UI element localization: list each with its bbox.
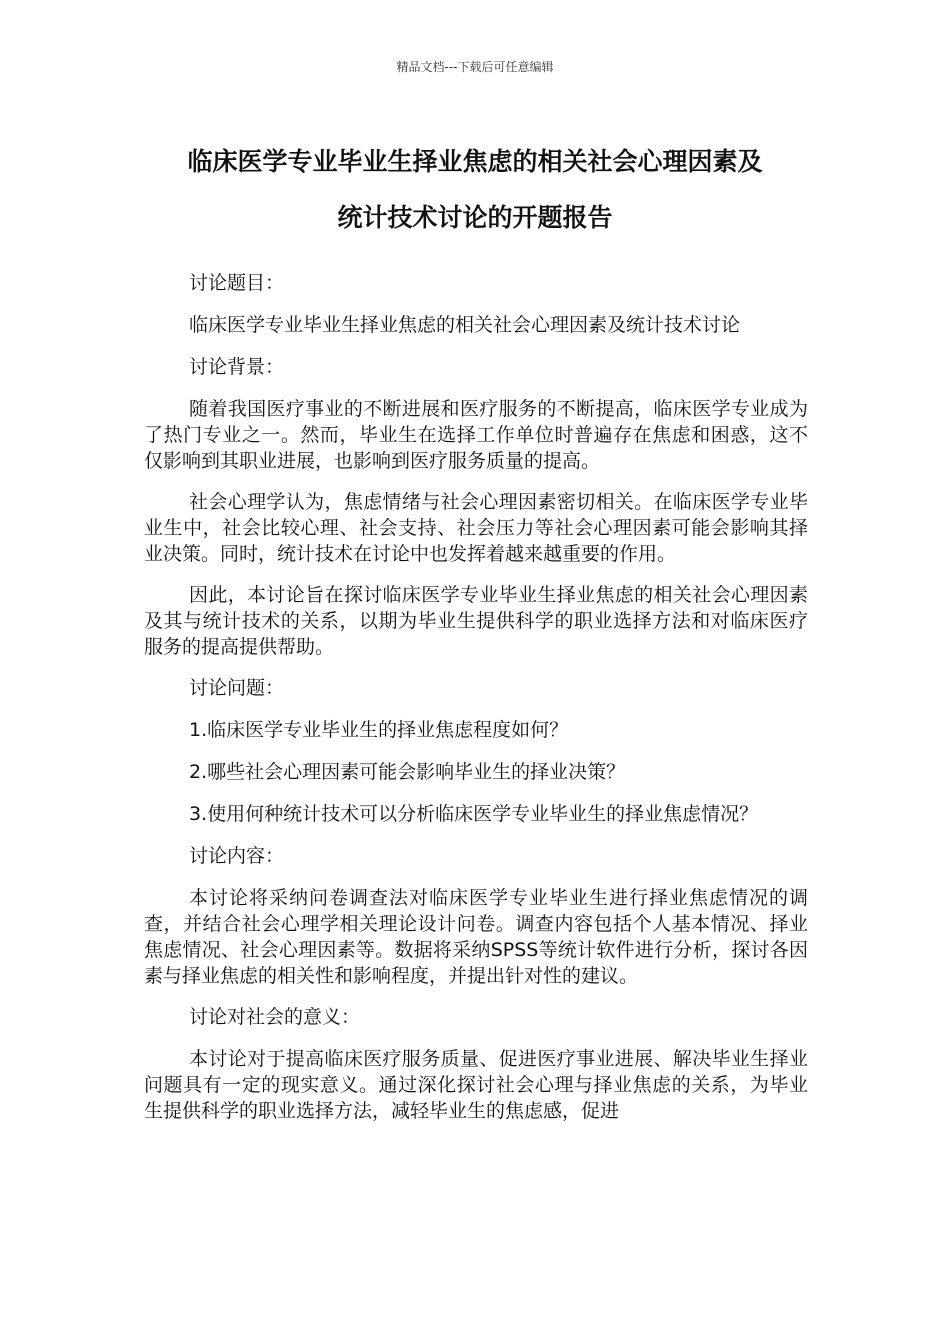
title-line-2: 统计技术讨论的开题报告 xyxy=(337,203,613,232)
content-paragraph: 本讨论将采纳问卷调查法对临床医学专业毕业生进行择业焦虑情况的调查，并结合社会心理学相关理论设计问卷。调查内容包括个人基本情况、择业焦虑情况、社会心理因素等。数据将采纳SPSS等统计软件进行分析，探讨各因素与择业焦虑的相关性和影响程度，并提出针对性的建议。 xyxy=(144,887,808,987)
document-body xyxy=(144,270,808,1139)
section-heading-content: 讨论内容： xyxy=(189,845,285,867)
header-note: 精品文档---下载后可任意编辑 xyxy=(396,60,554,74)
section-heading-background: 讨论背景： xyxy=(189,356,285,378)
document-title xyxy=(100,134,850,246)
section-heading-topic: 讨论题目： xyxy=(189,272,285,294)
title-line-1: 临床医学专业毕业生择业焦虑的相关社会心理因素及 xyxy=(187,147,763,176)
background-paragraph-2: 社会心理学认为，焦虑情绪与社会心理因素密切相关。在临床医学专业毕业生中，社会比较心理、社会支持、社会压力等社会心理因素可能会影响其择业决策。同时，统计技术在讨论中也发挥着越来越重要的作用。 xyxy=(144,491,808,565)
background-paragraph-3: 因此，本讨论旨在探讨临床医学专业毕业生择业焦虑的相关社会心理因素及其与统计技术的关系，以期为毕业生提供科学的职业选择方法和对临床医疗服务的提高提供帮助。 xyxy=(144,584,808,658)
topic-text: 临床医学专业毕业生择业焦虑的相关社会心理因素及统计技术讨论 xyxy=(189,314,741,336)
question-3: 3.使用何种统计技术可以分析临床医学专业毕业生的择业焦虑情况？ xyxy=(189,803,759,825)
section-heading-questions: 讨论问题： xyxy=(189,677,285,699)
significance-paragraph: 本讨论对于提高临床医疗服务质量、促进医疗事业进展、解决毕业生择业问题具有一定的现实意义。通过深化探讨社会心理与择业焦虑的关系，为毕业生提供科学的职业选择方法，减轻毕业生的焦虑感，促进 xyxy=(144,1048,808,1122)
question-2: 2.哪些社会心理因素可能会影响毕业生的择业决策？ xyxy=(189,761,626,783)
background-paragraph-1: 随着我国医疗事业的不断进展和医疗服务的不断提高，临床医学专业成为了热门专业之一。然而，毕业生在选择工作单位时普遍存在焦虑和困惑，这不仅影响到其职业进展，也影响到医疗服务质量的提高。 xyxy=(144,398,808,472)
section-heading-significance: 讨论对社会的意义： xyxy=(189,1006,361,1028)
question-1: 1.临床医学专业毕业生的择业焦虑程度如何？ xyxy=(189,719,569,741)
